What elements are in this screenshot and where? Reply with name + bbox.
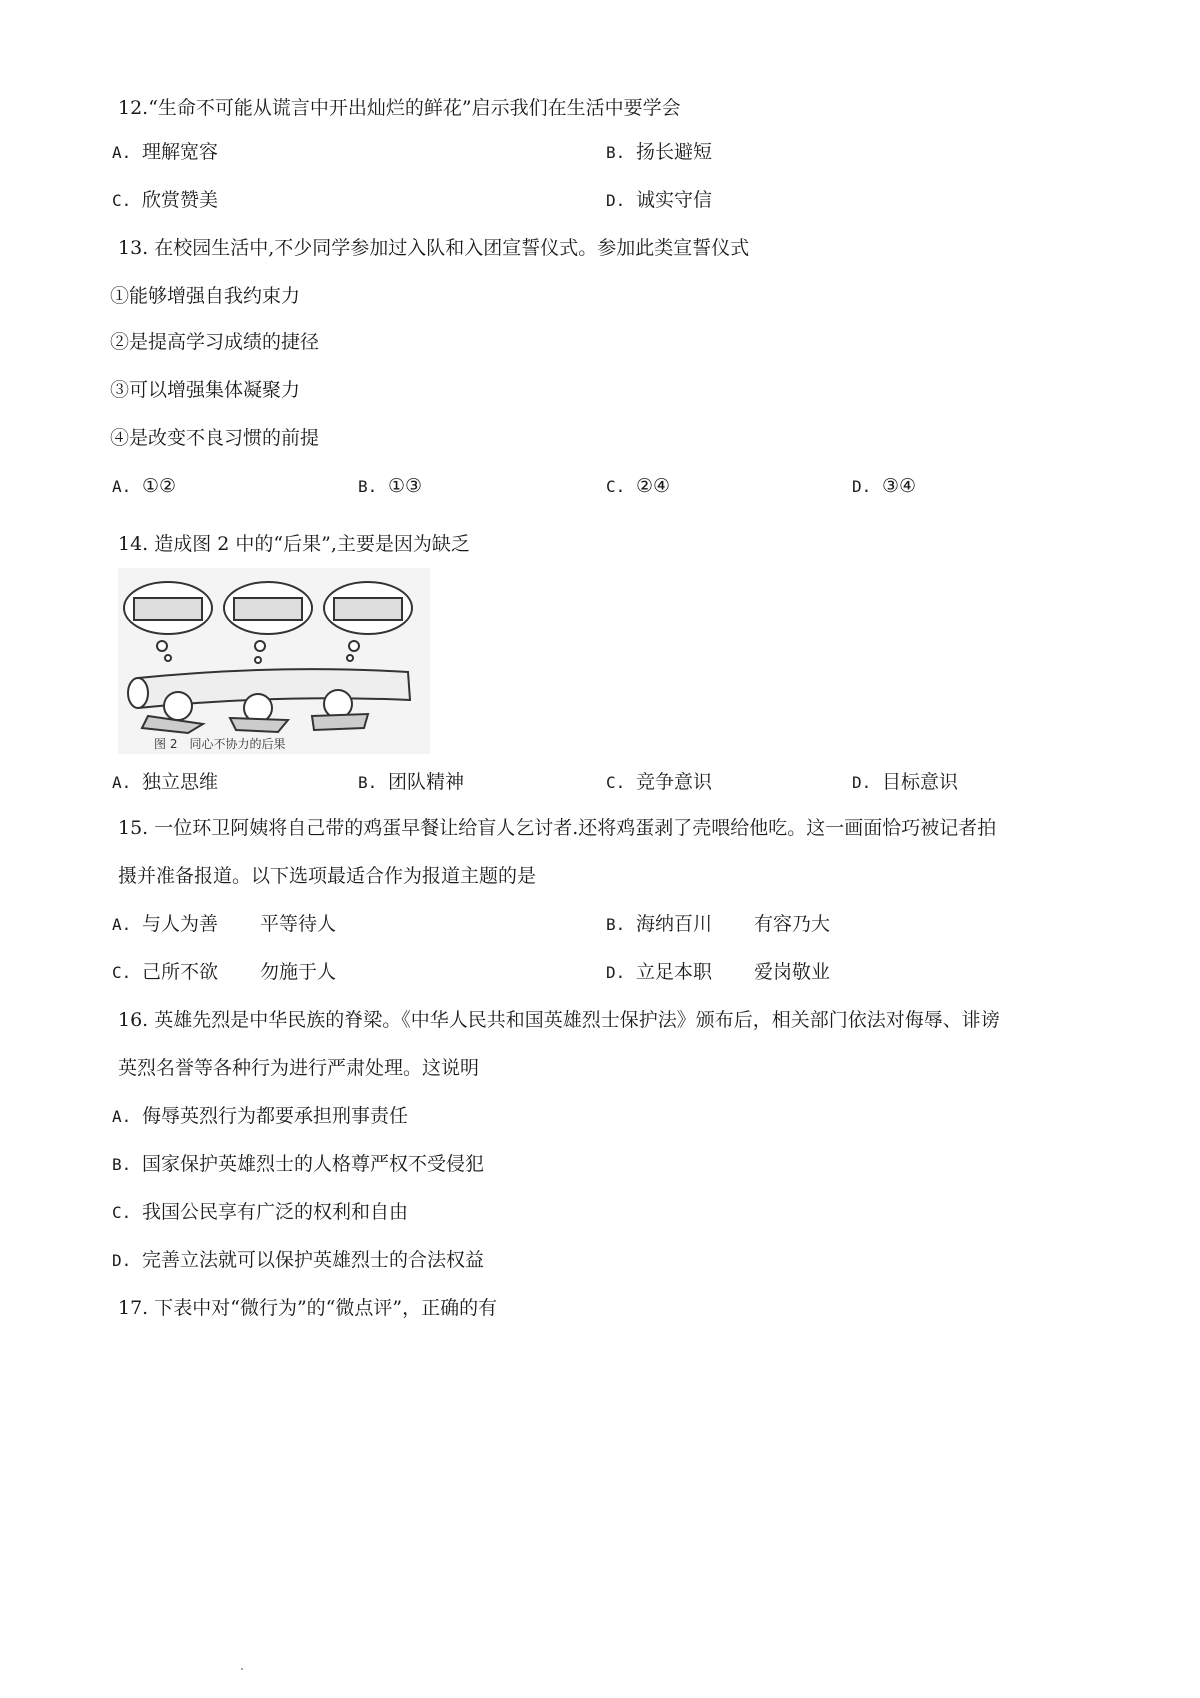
q12-option-c [112,188,218,213]
option-key: D. [606,963,626,982]
option-text: 欣赏赞美 [142,189,219,211]
option-text: ③④ [882,475,917,497]
question-13-stem: 13. 在校园生活中,不少同学参加过入队和入团宣誓仪式。参加此类宣誓仪式 [118,237,750,259]
q14-option-a [112,770,218,795]
question-15-stem-line-1: 15. 一位环卫阿姨将自己带的鸡蛋早餐让给盲人乞讨者.还将鸡蛋剥了壳喂给他吃。这一画面恰巧被记者拍 [118,817,997,839]
option-key: A. [112,773,132,792]
option-text-2: 有容乃大 [754,913,831,935]
figure-2-cartoon [118,568,430,754]
q14-option-b [358,770,464,795]
option-key: D. [852,773,872,792]
q16-option-a [112,1104,408,1129]
option-key: A. [112,1107,132,1126]
option-text: ①③ [388,475,423,497]
option-text: 目标意识 [882,771,959,793]
q13-statement-3: ③可以增强集体凝聚力 [110,379,301,401]
option-key: C. [606,477,626,496]
option-text-2: 勿施于人 [260,961,337,983]
q15-option-b [606,912,830,937]
option-text: 国家保护英雄烈士的人格尊严权不受侵犯 [142,1153,485,1175]
option-key: C. [606,773,626,792]
q13-option-d [852,474,916,499]
option-key: D. [852,477,872,496]
cartoon-illustration [118,568,430,754]
question-16-stem-line-2: 英烈名誉等各种行为进行严肃处理。这说明 [118,1057,480,1079]
option-key: B. [112,1155,132,1174]
figure-caption: 图 2 同心不协力的后果 [154,737,286,751]
q13-statement-2: ②是提高学习成绩的捷径 [110,331,320,353]
option-key: B. [606,143,626,162]
option-text: ①② [142,475,177,497]
option-text: ②④ [636,475,671,497]
question-12-stem: 12.“生命不可能从谎言中开出灿烂的鲜花”启示我们在生活中要学会 [118,97,681,119]
q12-option-a [112,140,218,165]
option-text-2: 爱岗敬业 [754,961,831,983]
q16-option-d [112,1248,484,1273]
q13-option-a [112,474,176,499]
option-key: B. [358,477,378,496]
option-key: C. [112,963,132,982]
q13-option-b [358,474,422,499]
question-15-stem-line-2: 摄并准备报道。以下选项最适合作为报道主题的是 [118,865,537,887]
q12-option-d [606,188,712,213]
option-text-1: 与人为善 [142,913,219,935]
option-key: D. [606,191,626,210]
option-text: 完善立法就可以保护英雄烈士的合法权益 [142,1249,485,1271]
option-text-1: 立足本职 [636,961,713,983]
q16-option-c [112,1200,408,1225]
option-key: D. [112,1251,132,1270]
option-text: 侮辱英烈行为都要承担刑事责任 [142,1105,409,1127]
option-text-2: 平等待人 [260,913,337,935]
q15-option-c [112,960,336,985]
q14-option-d [852,770,958,795]
option-text: 扬长避短 [636,141,713,163]
question-16-stem-line-1: 16. 英雄先烈是中华民族的脊梁。《中华人民共和国英雄烈士保护法》颁布后，相关部门依法对侮辱、诽谤 [118,1009,1000,1031]
q13-option-c [606,474,670,499]
option-key: A. [112,477,132,496]
option-key: C. [112,1203,132,1222]
question-14-stem: 14. 造成图 2 中的“后果”,主要是因为缺乏 [118,533,470,555]
option-text-1: 海纳百川 [636,913,713,935]
page-speck [241,1668,243,1670]
option-text: 我国公民享有广泛的权利和自由 [142,1201,409,1223]
q15-option-a [112,912,336,937]
option-text: 诚实守信 [636,189,713,211]
q12-option-b [606,140,712,165]
option-text: 团队精神 [388,771,465,793]
option-text: 理解宽容 [142,141,219,163]
question-17-stem: 17. 下表中对“微行为”的“微点评”，正确的有 [118,1297,498,1319]
option-key: A. [112,915,132,934]
q14-option-c [606,770,712,795]
option-key: A. [112,143,132,162]
option-text: 独立思维 [142,771,219,793]
q15-option-d [606,960,830,985]
q13-statement-4: ④是改变不良习惯的前提 [110,427,320,449]
option-key: B. [606,915,626,934]
option-text-1: 己所不欲 [142,961,219,983]
q13-statement-1: ①能够增强自我约束力 [110,285,301,307]
q16-option-b [112,1152,484,1177]
option-text: 竞争意识 [636,771,713,793]
option-key: C. [112,191,132,210]
option-key: B. [358,773,378,792]
